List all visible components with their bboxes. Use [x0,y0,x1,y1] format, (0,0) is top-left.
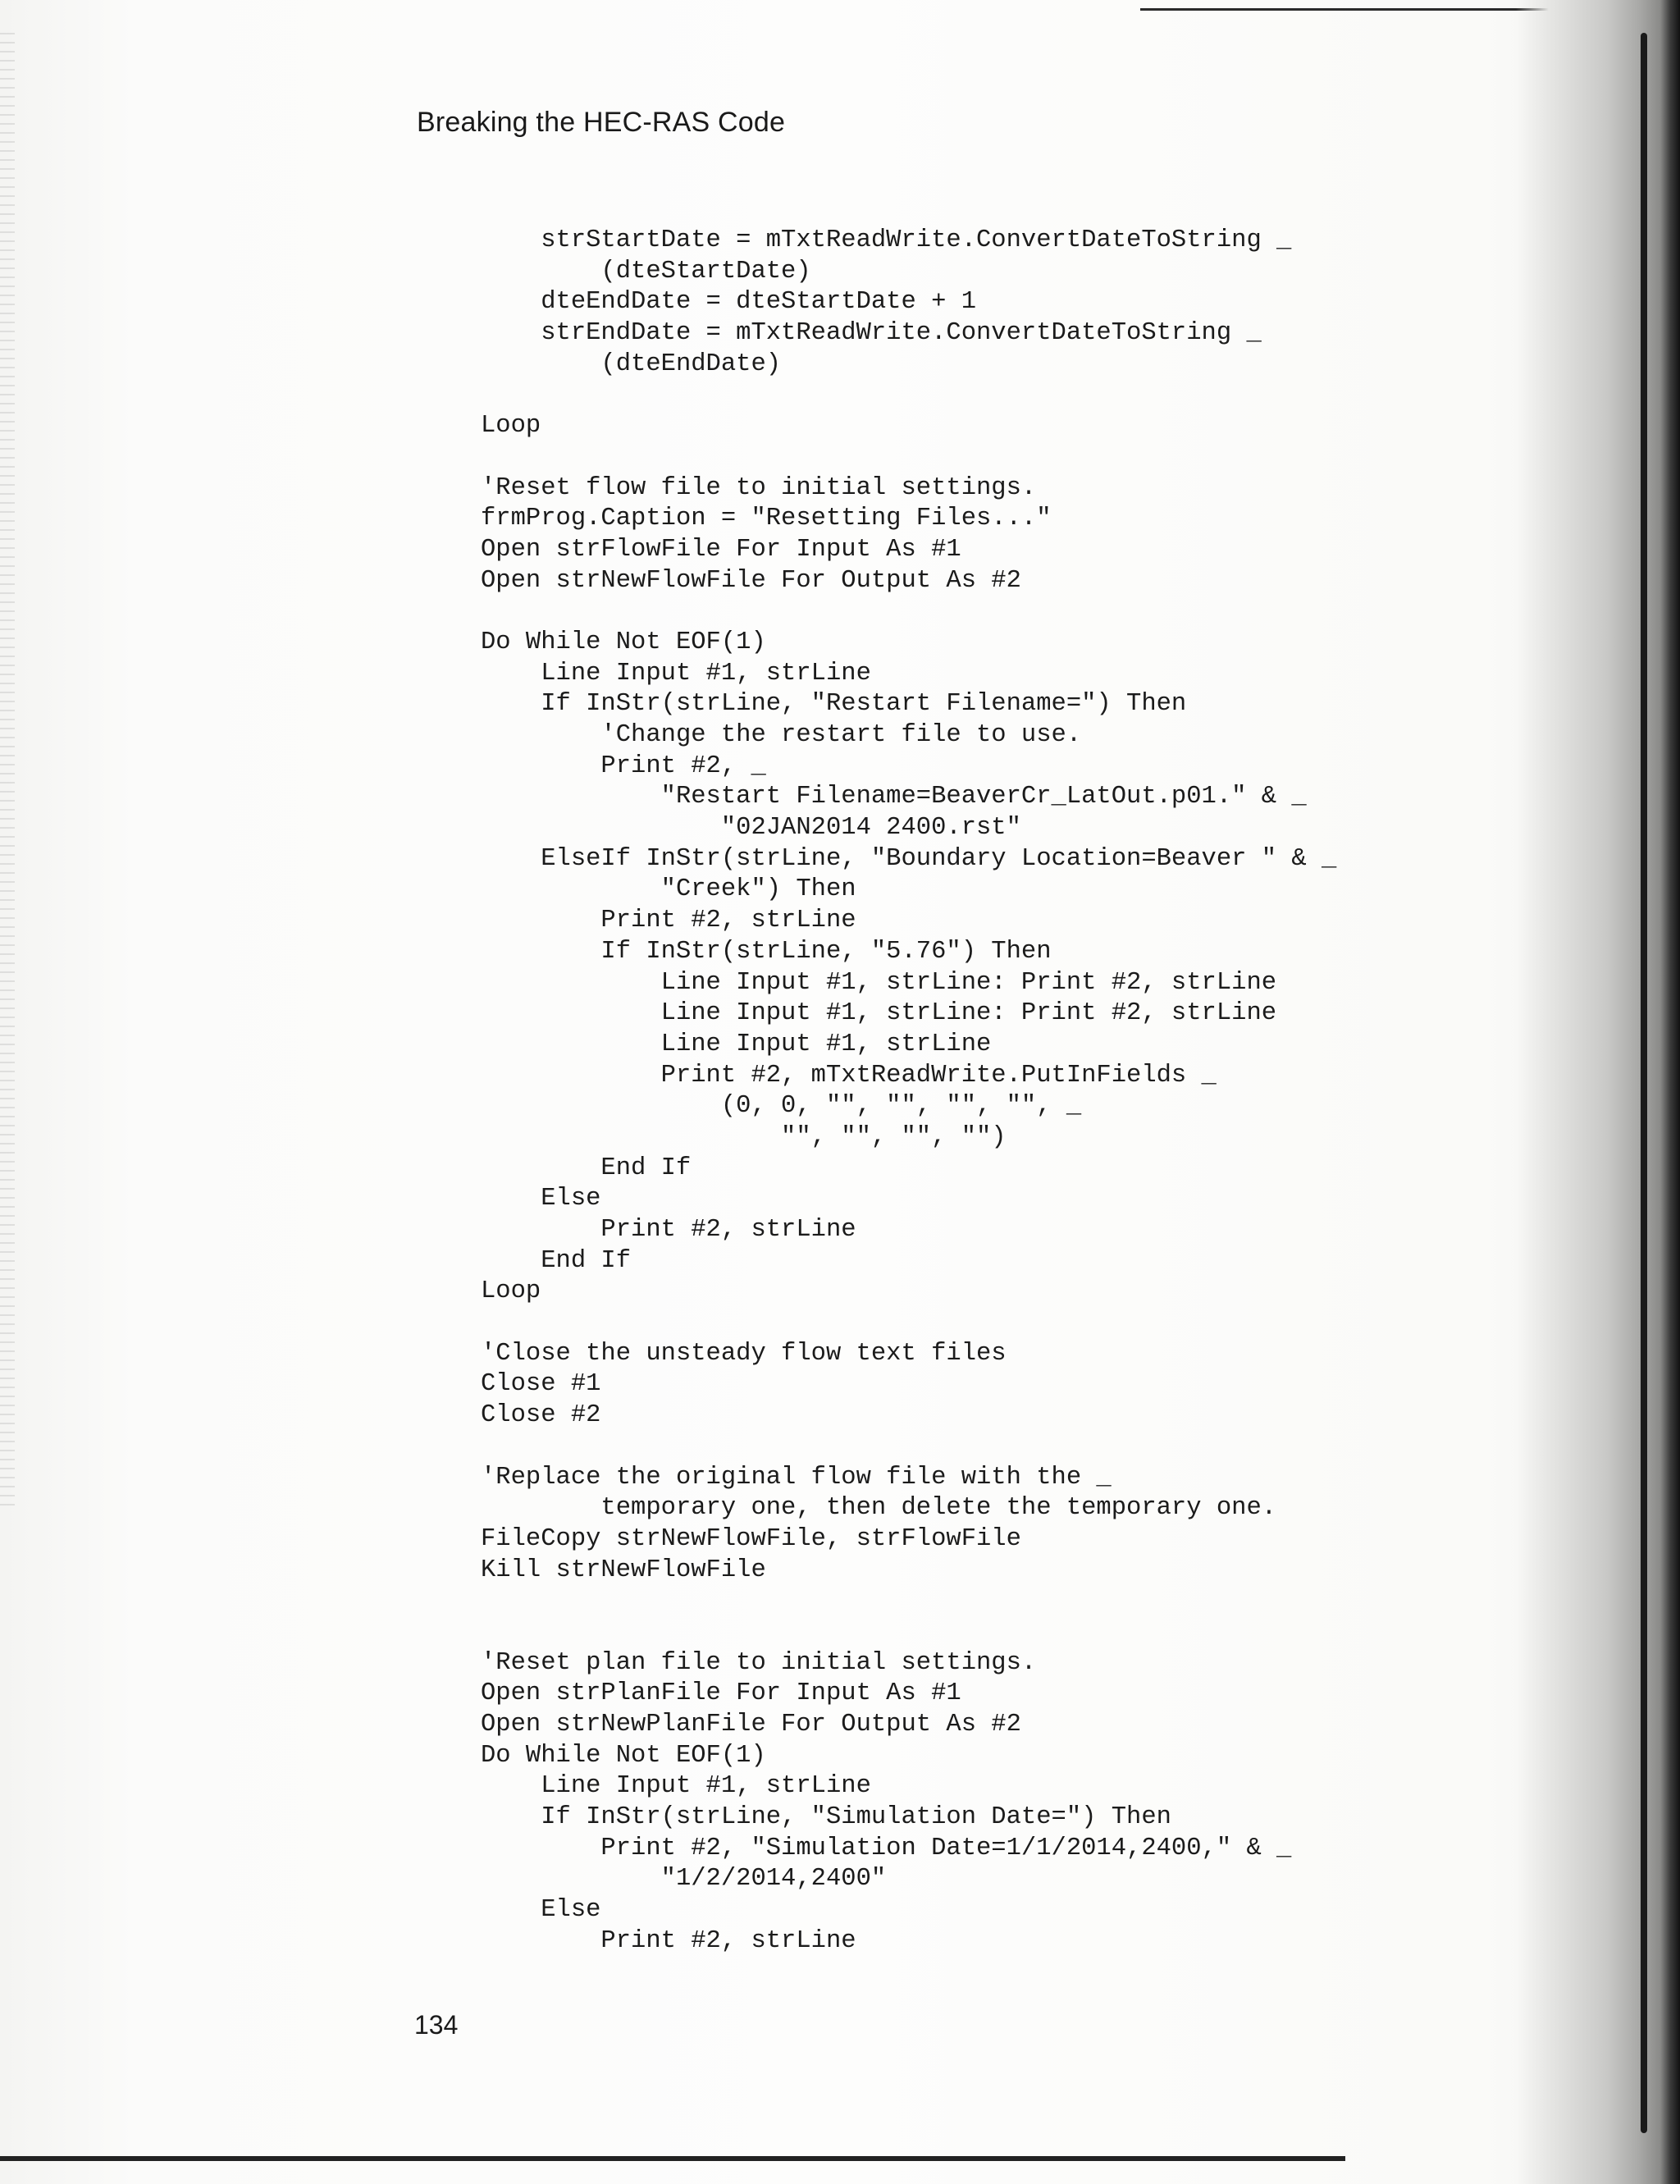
code-line: 'Reset flow file to initial settings. [481,473,1037,502]
code-line: dteEndDate = dteStartDate + 1 [481,288,976,317]
code-line [481,1617,1336,1648]
code-line: Line Input #1, strLine: Print #2, strLine [481,968,1277,997]
code-line: End If [481,1246,632,1275]
code-line: Close #1 [481,1370,601,1399]
code-line: If InStr(strLine, "Restart Filename=") Then [481,690,1187,719]
code-line [481,1586,1336,1617]
code-line: Print #2, "Simulation Date=1/1/2014,2400," & _ [481,1834,1292,1862]
code-line: "02JAN2014 2400.rst" [481,814,1021,843]
code-line: strStartDate = mTxtReadWrite.ConvertDateToString _ [481,226,1292,254]
code-listing [481,226,1336,1958]
code-line: End If [481,1154,692,1182]
code-line: (dteStartDate) [481,257,811,286]
code-line: Do While Not EOF(1) [481,628,766,656]
code-line: Line Input #1, strLine: Print #2, strLine [481,999,1277,1028]
code-line: "", "", "", "") [481,1122,1007,1151]
code-line [481,596,1336,628]
code-line: 'Close the unsteady flow text files [481,1339,1007,1368]
code-line: Else [481,1185,601,1213]
code-line: "Restart Filename=BeaverCr_LatOut.p01." & _ [481,783,1307,811]
code-line: Close #2 [481,1401,601,1430]
code-line: Loop [481,412,541,441]
code-line: (0, 0, "", "", "", "", _ [481,1092,1082,1121]
code-line: FileCopy strNewFlowFile, strFlowFile [481,1524,1021,1553]
code-line: Print #2, _ [481,752,766,780]
book-spine-shadow [1516,0,1680,2184]
code-line: Loop [481,1277,541,1306]
code-line: 'Change the restart file to use. [481,721,1082,749]
code-line: Open strNewFlowFile For Output As #2 [481,566,1021,595]
page-number: 134 [414,2010,459,2040]
code-line [481,1308,1336,1339]
code-line: frmProg.Caption = "Resetting Files..." [481,505,1052,533]
code-line: Line Input #1, strLine [481,659,871,688]
code-line: Line Input #1, strLine [481,1772,871,1801]
scan-edge-speckle [0,33,15,1510]
code-line: "1/2/2014,2400" [481,1865,887,1894]
code-line: strEndDate = mTxtReadWrite.ConvertDateToString _ [481,319,1262,348]
running-head: Breaking the HEC-RAS Code [417,107,786,138]
code-line: Line Input #1, strLine [481,1030,992,1058]
code-line: If InStr(strLine, "5.76") Then [481,937,1052,966]
code-line: Open strNewPlanFile For Output As #2 [481,1711,1021,1739]
code-line: Print #2, strLine [481,1216,856,1244]
code-line: Else [481,1896,601,1925]
code-line [481,442,1336,473]
code-line [481,380,1336,411]
code-line: Open strFlowFile For Input As #1 [481,535,961,564]
code-line: 'Reset plan file to initial settings. [481,1648,1037,1677]
code-line: If InStr(strLine, "Simulation Date=") Then [481,1803,1171,1832]
code-line: Kill strNewFlowFile [481,1556,766,1584]
code-line: temporary one, then delete the temporary one. [481,1494,1277,1523]
code-line: ElseIf InStr(strLine, "Boundary Location=Beaver " & _ [481,844,1337,873]
book-spine-edge [1641,33,1647,2133]
code-line: 'Replace the original flow file with the _ [481,1463,1112,1492]
code-line: "Creek") Then [481,875,856,904]
code-line: Print #2, strLine [481,907,856,935]
code-line: Do While Not EOF(1) [481,1741,766,1770]
code-line: Print #2, mTxtReadWrite.PutInFields _ [481,1061,1217,1090]
bottom-edge-rule [0,2156,1345,2161]
code-line: Open strPlanFile For Input As #1 [481,1679,961,1708]
code-line: (dteEndDate) [481,350,782,378]
code-line [481,1432,1336,1463]
code-line: Print #2, strLine [481,1926,856,1955]
